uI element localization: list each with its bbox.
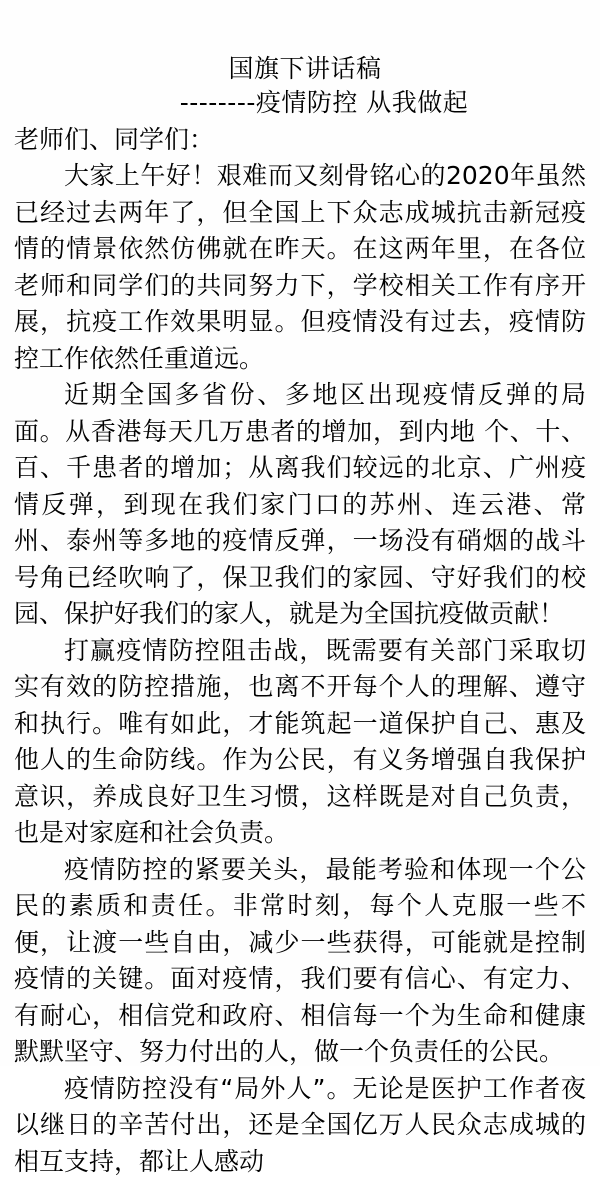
paragraph: 疫情防控没有“局外人”。无论是医护工作者夜以继日的辛苦付出，还是全国亿万人民众志成城的相互支持，都让人感动 [14,1071,586,1180]
document-body [14,158,586,1180]
paragraph: 近期全国多省份、多地区出现疫情反弹的局面。从香港每天几万患者的增加，到内地 个、十、百、千患者的增加；从离我们较远的北京、广州疫情反弹，到现在我们家门口的苏州、连云港、常州、泰州等多地的疫情反弹，一场没有硝烟的战斗号角已经吹响了，保卫我们的家园、守好我们的校园、保护好我们的家人，就是为全国抗疫做贡献！ [14,377,586,633]
page-subtitle: --------疫情防控 从我做起 [14,86,586,120]
paragraph: 疫情防控的紧要关头，最能考验和体现一个公民的素质和责任。非常时刻，每个人克服一些不便，让渡一些自由，减少一些获得，可能就是控制疫情的关键。面对疫情，我们要有信心、有定力、有耐心，相信党和政府、相信每一个为生命和健康默默坚守、努力付出的人，做一个负责任的公民。 [14,852,586,1071]
salutation: 老师们、同学们： [14,122,586,158]
paragraph: 打赢疫情防控阻击战，既需要有关部门采取切实有效的防控措施，也离不开每个人的理解、遵守和执行。唯有如此，才能筑起一道保护自己、惠及他人的生命防线。作为公民，有义务增强自我保护意识，养成良好卫生习惯，这样既是对自己负责，也是对家庭和社会负责。 [14,633,586,852]
page-title: 国旗下讲话稿 [14,52,586,86]
paragraph: 大家上午好！艰难而又刻骨铭心的2020年虽然已经过去两年了，但全国上下众志成城抗击新冠疫情的情景依然仿佛就在昨天。在这两年里，在各位老师和同学们的共同努力下，学校相关工作有序开展，抗疫工作效果明显。但疫情没有过去，疫情防控工作依然任重道远。 [14,158,586,377]
